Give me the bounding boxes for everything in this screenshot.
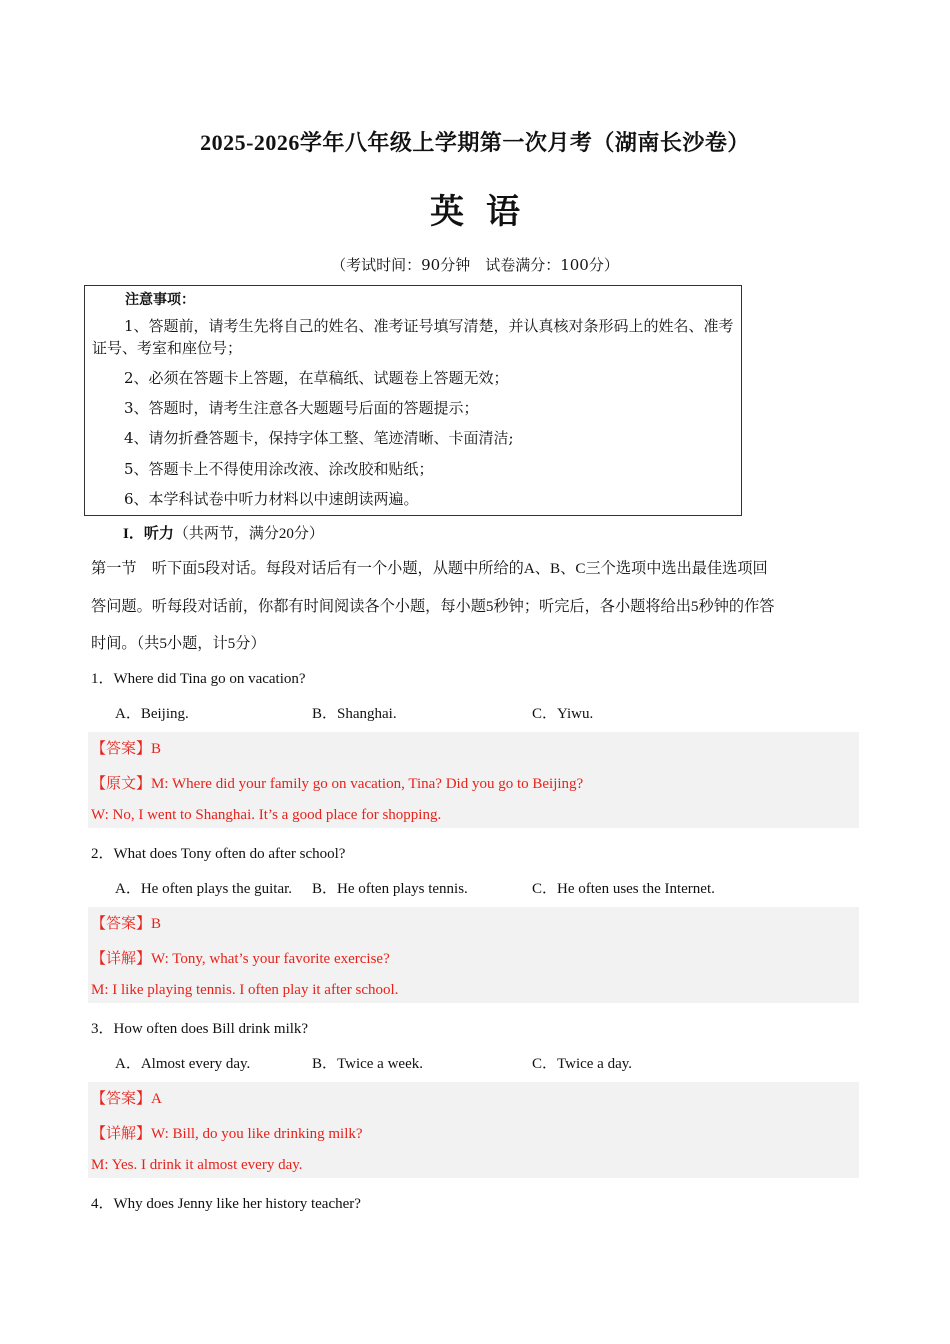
question-stem: 3．How often does Bill drink milk? bbox=[91, 1021, 309, 1037]
notice-item: 1、答题前，请考生先将自己的姓名、准考证号填写清楚，并认真核对条形码上的姓名、准考证号、考室和座位号； bbox=[92, 317, 734, 357]
detail-text: M: Where did your family go on vacation, Tina? Did you go to Beijing? bbox=[151, 776, 584, 792]
section-heading-label: I．听力 bbox=[123, 526, 174, 542]
notice-item: 6、本学科试卷中听力材料以中速朗读两遍。 bbox=[124, 490, 419, 508]
option-c: C．Yiwu. bbox=[532, 706, 594, 722]
question-stem: 4．Why does Jenny like her history teacher? bbox=[91, 1196, 361, 1212]
option-c: C．He often uses the Internet. bbox=[532, 881, 715, 897]
notice-item: 2、必须在答题卡上答题，在草稿纸、试题卷上答题无效； bbox=[124, 369, 509, 387]
section-heading bbox=[123, 522, 324, 543]
subject-title: 英语 bbox=[430, 192, 542, 232]
answer-text: 【答案】B bbox=[91, 741, 162, 757]
section-intro-line: 时间。（共5小题，计5分） bbox=[91, 635, 266, 652]
notice-title: 注意事项： bbox=[125, 292, 195, 308]
question-stem: 1．Where did Tina go on vacation? bbox=[91, 671, 306, 687]
detail-text: W: Tony, what’s your favorite exercise? bbox=[151, 951, 390, 967]
page-title: 2025-2026学年八年级上学期第一次月考（湖南长沙卷） bbox=[200, 130, 750, 155]
notice-item: 5、答题卡上不得使用涂改液、涂改胶和贴纸； bbox=[124, 460, 434, 478]
notice-item: 3、答题时，请考生注意各大题题号后面的答题提示； bbox=[124, 399, 479, 417]
section-intro-line: 答问题。听每段对话前，你都有时间阅读各个小题，每小题5秒钟；听完后，各小题将给出5秒钟的作答 bbox=[91, 598, 775, 615]
detail-line bbox=[91, 947, 390, 968]
option-a: A．He often plays the guitar. bbox=[115, 881, 293, 897]
notice-item: 4、请勿折叠答题卡，保持字体工整、笔迹清晰、卡面清洁; bbox=[124, 429, 514, 447]
option-c: C．Twice a day. bbox=[532, 1056, 633, 1072]
detail-label: 【详解】 bbox=[91, 1126, 152, 1142]
answer-box bbox=[88, 1082, 859, 1178]
option-a: A．Almost every day. bbox=[115, 1056, 251, 1072]
notice-box bbox=[84, 285, 742, 516]
detail-line: M: I like playing tennis. I often play it after school. bbox=[91, 982, 399, 998]
detail-label: 【原文】 bbox=[91, 776, 152, 792]
detail-line: M: Yes. I drink it almost every day. bbox=[91, 1157, 303, 1173]
section-heading-note: （共两节，满分20分） bbox=[173, 526, 324, 542]
option-b: B．Twice a week. bbox=[312, 1056, 423, 1072]
option-b: B．Shanghai. bbox=[312, 706, 397, 722]
detail-line: W: No, I went to Shanghai. It’s a good place for shopping. bbox=[91, 807, 442, 823]
option-b: B．He often plays tennis. bbox=[312, 881, 468, 897]
option-a: A．Beijing. bbox=[115, 706, 189, 722]
answer-text: 【答案】A bbox=[91, 1091, 162, 1107]
section-intro-line: 第一节 听下面5段对话。每段对话后有一个小题，从题中所给的A、B、C三个选项中选出最佳选项回 bbox=[91, 560, 768, 577]
exam-info: （考试时间：90分钟 试卷满分：100分） bbox=[331, 256, 619, 274]
detail-text: W: Bill, do you like drinking milk? bbox=[151, 1126, 363, 1142]
answer-box bbox=[88, 907, 859, 1003]
answer-box bbox=[88, 732, 859, 828]
detail-line bbox=[91, 772, 583, 793]
detail-line bbox=[91, 1122, 363, 1143]
question-stem: 2．What does Tony often do after school? bbox=[91, 846, 346, 862]
answer-text: 【答案】B bbox=[91, 916, 162, 932]
detail-label: 【详解】 bbox=[91, 951, 152, 967]
